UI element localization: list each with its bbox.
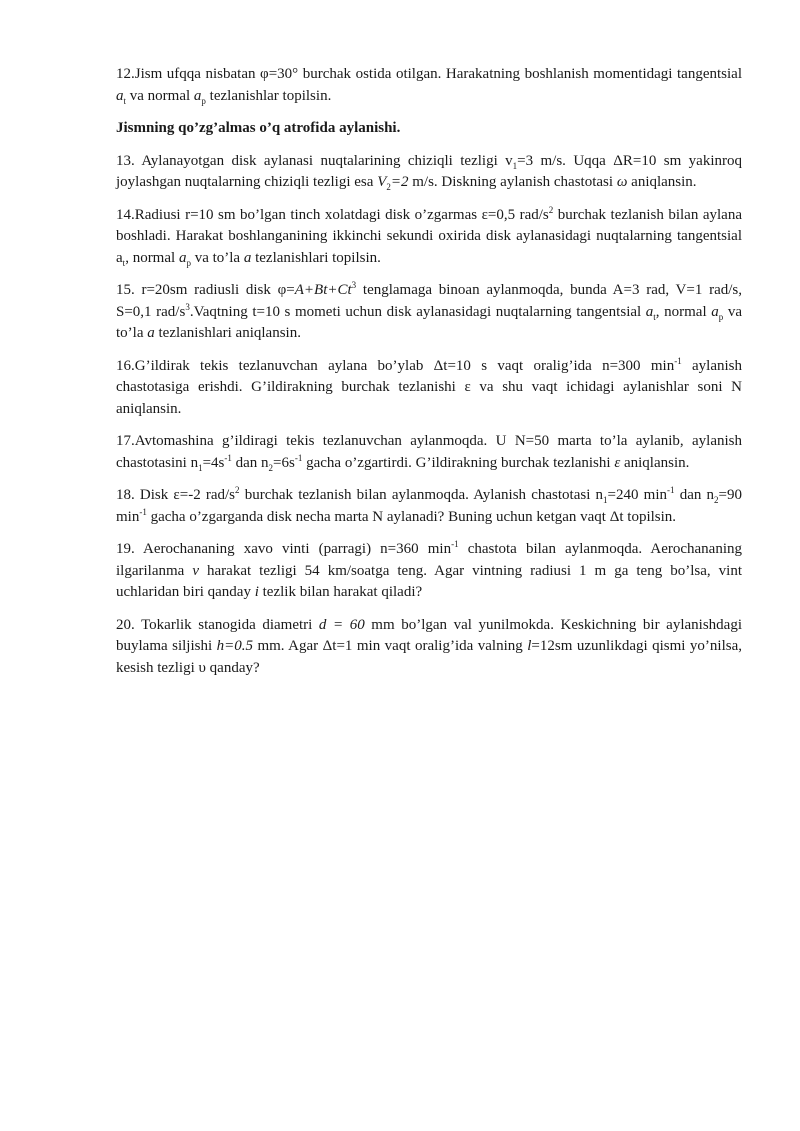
superscript: -1 bbox=[294, 452, 303, 463]
problem-15 bbox=[116, 280, 742, 345]
text-run: aniqlansin. bbox=[620, 454, 690, 471]
text-run: a bbox=[116, 87, 124, 104]
text-run: 14.Radiusi r=10 sm bo’lgan tinch xolatdagi disk o’zgarmas ε=0,5 rad/s bbox=[116, 206, 549, 223]
subscript: p bbox=[186, 257, 191, 268]
text-run: gacha o’zgarganda disk necha marta N aylanadi? Buning uchun ketgan vaqt Δt topilsin. bbox=[146, 508, 677, 525]
text-run: a bbox=[711, 303, 719, 320]
text-run: tezlanishlar topilsin. bbox=[205, 87, 332, 104]
superscript: -1 bbox=[451, 539, 459, 549]
text-run: burchak tezlanish bilan aylanmoqda. Aylanish chastotasi n bbox=[239, 487, 604, 503]
text-run: 18. Disk ε=-2 rad/s bbox=[116, 487, 236, 503]
subscript: t bbox=[653, 311, 656, 322]
subscript: t bbox=[123, 95, 127, 106]
text-run: tenglamaga binoan aylanmoqda, bunda A=3 rad, V=1 rad/s, S=0,1 rad/s bbox=[116, 282, 742, 320]
superscript: -1 bbox=[674, 355, 682, 366]
text-run: tezlanishlari aniqlansin. bbox=[154, 325, 301, 341]
problem-20 bbox=[116, 615, 742, 680]
text-run: aniqlansin. bbox=[627, 174, 697, 190]
subscript: 1 bbox=[603, 495, 608, 505]
superscript: 2 bbox=[548, 204, 554, 215]
text-run: tezlanishlari topilsin. bbox=[251, 249, 381, 266]
problem-18 bbox=[116, 485, 742, 528]
text-run: =12sm uzunlikdagi qismi yo’nilsa, kesish tezligi υ qanday? bbox=[116, 638, 742, 676]
subscript: t bbox=[122, 257, 126, 268]
text-run: 17.Avtomashina g’ildiragi tekis tezlanuvchan aylanmoqda. U N=50 marta to’la aylanib, aylanish chastotasini n bbox=[116, 433, 742, 471]
text-run: 16.G’ildirak tekis tezlanuvchan aylana bo’ylab Δt=10 s vaqt oralig’ida n=300 min bbox=[116, 357, 675, 374]
subscript: 2 bbox=[714, 495, 719, 505]
text-run: dan n bbox=[674, 487, 715, 503]
text-run: aylanish chastotasiga erishdi. G’ildirakning burchak tezlanishi ε va shu vaqt ichidagi aylanishlar soni N aniqlansin. bbox=[116, 357, 742, 417]
problem-list bbox=[116, 64, 742, 679]
superscript: 3 bbox=[185, 301, 190, 312]
text-run: ε bbox=[614, 454, 621, 471]
text-run: =240 min bbox=[607, 487, 668, 503]
subscript: p bbox=[718, 311, 724, 322]
text-run: =3 m/s. Uqqa ΔR=10 sm yakinroq joylashgan nuqtalarning chiziqli tezligi esa bbox=[116, 152, 742, 190]
text-run: chastota bilan aylanmoqda. Aerochananing ilgarilanma bbox=[116, 541, 743, 579]
text-run: burchak tezlanish bilan aylana boshladi. Harakat boshlanganining ikkinchi sekundi oxirida disk aylanasidagi nuqtalarning tangentsial a bbox=[116, 206, 742, 266]
text-run: a bbox=[645, 303, 654, 320]
text-run: 15. r=20sm radiusli disk φ= bbox=[116, 282, 295, 298]
text-run: A+Bt+Ct bbox=[294, 282, 352, 298]
text-run: v bbox=[192, 562, 199, 579]
text-run: va normal bbox=[126, 87, 194, 104]
text-run: tezlik bilan harakat qiladi? bbox=[258, 584, 423, 600]
text-run: 19. Aerochananing xavo vinti (parragi) n=360 min bbox=[116, 541, 452, 557]
text-run: =2 bbox=[390, 174, 409, 190]
text-run: va to’la bbox=[190, 249, 244, 266]
text-run: i bbox=[254, 584, 259, 600]
text-run: dan n bbox=[231, 454, 269, 471]
subscript: 2 bbox=[268, 462, 274, 473]
text-run: a bbox=[147, 325, 155, 341]
problem-12 bbox=[116, 64, 742, 107]
text-run: l bbox=[527, 638, 532, 654]
text-run: a bbox=[243, 249, 252, 266]
text-run: Jismning qo’zg’almas o’q atrofida aylanishi. bbox=[116, 120, 401, 136]
text-run: harakat tezligi 54 km/soatga teng. Agar vintning radiusi 1 m ga teng bo’lsa, vint uchlaridan biri qanday bbox=[116, 562, 742, 600]
problem-14 bbox=[116, 205, 742, 270]
subscript: 1 bbox=[198, 462, 203, 473]
text-run: mm bo’lgan val yunilmokda. Keskichning bir aylanishdagi buylama siljishi bbox=[116, 616, 742, 654]
problem-19 bbox=[116, 539, 742, 604]
text-run: 12.Jism ufqqa nisbatan φ=30° burchak ostida otilgan. Harakatning boshlanish momentidagi tangentsial bbox=[116, 66, 742, 82]
text-run: d = 60 bbox=[318, 616, 365, 633]
text-run: va to’la bbox=[116, 303, 742, 341]
subscript: 1 bbox=[512, 160, 518, 171]
section-heading bbox=[116, 118, 742, 140]
superscript: 2 bbox=[235, 485, 240, 495]
problem-16 bbox=[116, 356, 742, 421]
text-run: 20. Tokarlik stanogida diametri bbox=[116, 616, 319, 633]
text-run: =90 min bbox=[116, 487, 742, 525]
text-run: mm. Agar Δt=1 min vaqt oralig’ida valning bbox=[252, 638, 528, 654]
subscript: p bbox=[201, 95, 206, 106]
superscript: -1 bbox=[224, 452, 232, 463]
text-run: a bbox=[193, 87, 202, 104]
text-run: V bbox=[377, 174, 387, 190]
text-run: , normal bbox=[125, 249, 179, 266]
text-run: ω bbox=[616, 174, 628, 190]
text-run: a bbox=[178, 249, 187, 266]
text-run: m/s. Diskning aylanish chastotasi bbox=[408, 174, 617, 190]
text-run: gacha o’zgartirdi. G’ildirakning burchak tezlanishi bbox=[302, 454, 615, 471]
text-run: .Vaqtning t=10 s mometi uchun disk aylanasidagi nuqtalarning tangentsial bbox=[189, 303, 646, 320]
superscript: -1 bbox=[139, 506, 147, 517]
text-run: =4s bbox=[202, 454, 225, 471]
text-run: , normal bbox=[655, 303, 712, 320]
problem-13 bbox=[116, 151, 742, 194]
subscript: 2 bbox=[386, 182, 391, 192]
text-run: =6s bbox=[273, 454, 295, 471]
superscript: -1 bbox=[667, 485, 675, 495]
text-run: 13. Aylanayotgan disk aylanasi nuqtalarining chiziqli tezligi v bbox=[116, 152, 513, 169]
superscript: 3 bbox=[351, 280, 357, 290]
text-run: h=0.5 bbox=[216, 638, 253, 654]
problem-17 bbox=[116, 431, 742, 474]
